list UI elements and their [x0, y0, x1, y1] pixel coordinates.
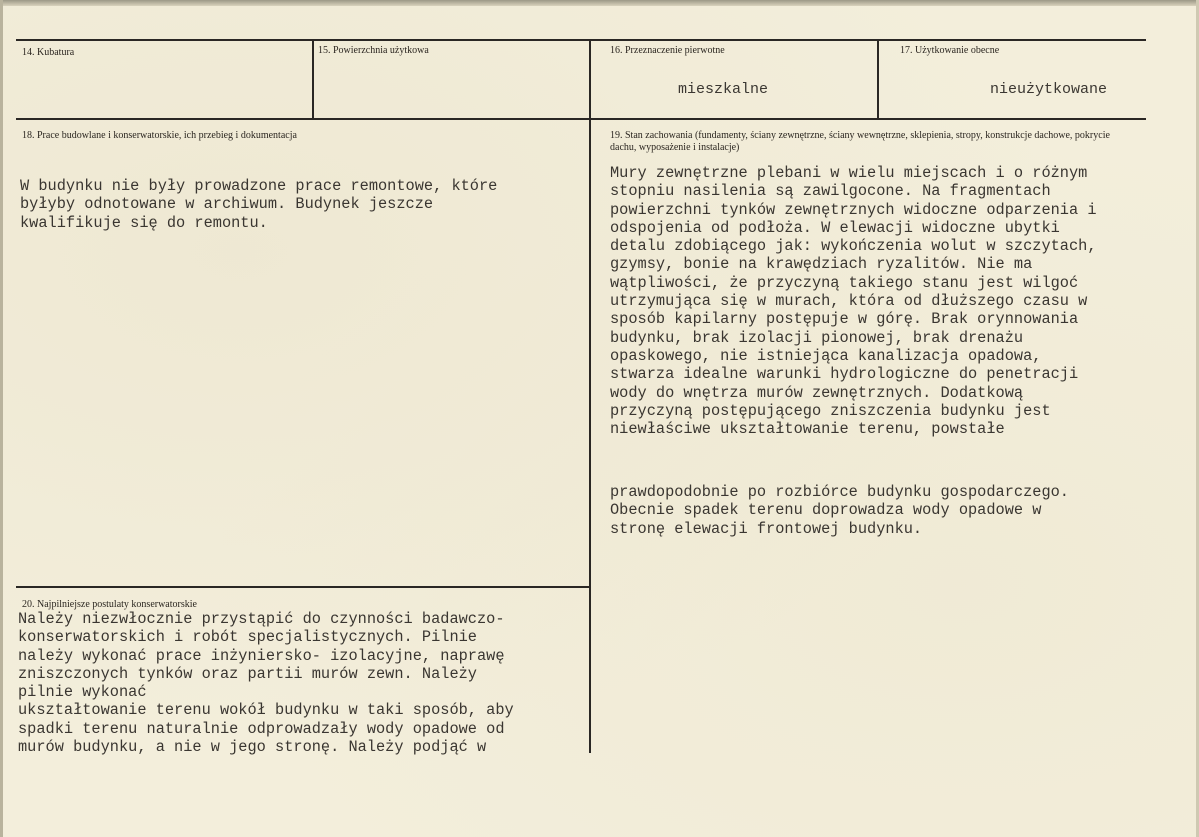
field-20-text: Należy niezwłocznie przystąpić do czynności badawczo- konserwatorskich i robót specjalistycznych. Pilnie należy wykonać prace inżyniersko- izolacyjne, naprawę zniszczonych tynków oraz partii murów zewn. Należy pilnie wykonać ukształtowanie terenu wokół budynku w taki sposób, aby spadki terenu naturalnie odprowadzały wody opadowe od murów budynku, a nie w jego stronę. Należy podjąć w: [18, 610, 514, 757]
field-19-label: 19. Stan zachowania (fundamenty, ściany zewnętrzne, ściany wewnętrzne, sklepienia, stropy, konstrukcje dachowe, pokrycie dachu, wyposażenie i instalacje): [610, 130, 1110, 153]
scan-top-edge: [0, 0, 1199, 6]
field-15-label: 15. Powierzchnia użytkowa: [318, 45, 429, 56]
scan-left-edge: [0, 0, 3, 837]
field-16-value: mieszkalne: [678, 81, 769, 98]
field-17-value: nieużytkowane: [990, 81, 1108, 98]
form-top-border: [16, 39, 1146, 41]
field-20-label: 20. Najpilniejsze postulaty konserwatorskie: [22, 599, 197, 610]
field-16-label: 16. Przeznaczenie pierwotne: [610, 45, 725, 56]
divider-16-17: [877, 40, 879, 119]
field-20-text-clip: [14, 610, 590, 757]
field-17-label: 17. Użytkowanie obecne: [900, 45, 1000, 56]
divider-18-20: [16, 586, 591, 588]
divider-14-15: [312, 40, 314, 119]
field-19-text: Mury zewnętrzne plebani w wielu miejscach i o różnym stopniu nasilenia są zawilgocone. Na fragmentach powierzchni tynków zewnętrznych widoczne odparzenia i odspojenia od podłoża. W elewacji widoczne ubytki detalu zdobiącego jak: wykończenia wolut w szczytach, gzymsy, bonie na krawędziach ryzalitów. Nie ma wątpliwości, że przyczyną takiego stanu jest wilgoć utrzymująca się w murach, która od dłuższego czasu w sposób kapilarny postępuje w górę. Brak orynnowania budynku, brak izolacji pionowej, brak drenażu opaskowego, nie istniejąca kanalizacja opadowa, stwarza idealne warunki hydrologiczne do penetracji wody do wnętrza murów zewnętrznych. Dodatkową przyczyną postępującego zniszczenia budynku jest niewłaściwe ukształtowanie terenu, powstałe: [610, 164, 1097, 439]
field-18-label: 18. Prace budowlane i konserwatorskie, ich przebieg i dokumentacja: [22, 130, 297, 141]
field-14-label: 14. Kubatura: [22, 47, 75, 58]
field-19-text-continued: prawdopodobnie po rozbiórce budynku gospodarczego. Obecnie spadek terenu doprowadza wody opadowe w stronę elewacji frontowej budynku.: [610, 483, 1069, 538]
field-18-text: W budynku nie były prowadzone prace remontowe, które byłyby odnotowane w archiwum. Budynek jeszcze kwalifikuje się do remontu.: [20, 177, 498, 232]
row1-bottom-border: [16, 118, 1146, 120]
